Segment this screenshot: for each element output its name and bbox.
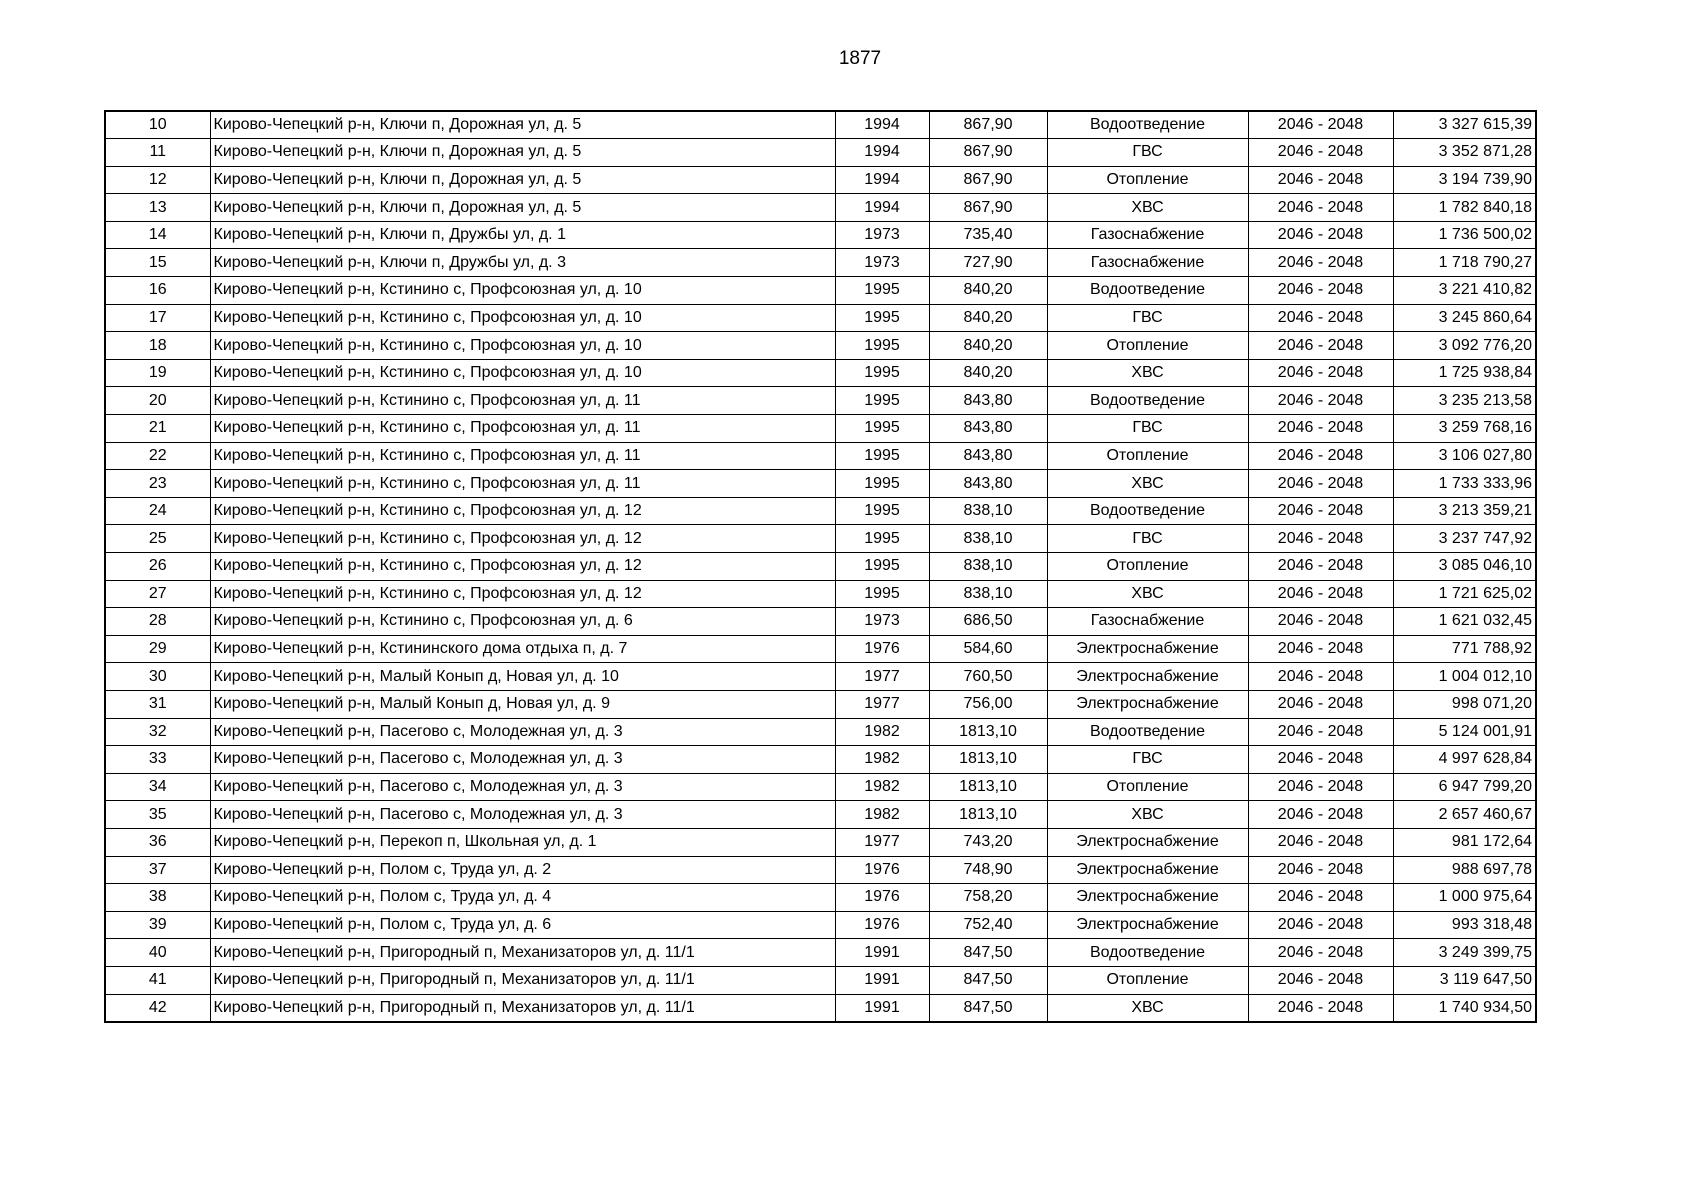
row-number-cell: 40 [105, 939, 210, 967]
address-cell: Кирово-Чепецкий р-н, Пасегово с, Молодежная ул, д. 3 [210, 718, 835, 746]
period-cell: 2046 - 2048 [1248, 387, 1393, 415]
period-cell: 2046 - 2048 [1248, 856, 1393, 884]
table-body [105, 111, 1536, 1022]
year-cell: 1995 [835, 442, 929, 470]
system-cell: Отопление [1047, 553, 1248, 581]
period-cell: 2046 - 2048 [1248, 608, 1393, 636]
row-number-cell: 21 [105, 415, 210, 443]
year-cell: 1991 [835, 939, 929, 967]
table-row [105, 277, 1536, 305]
cost-cell: 3 221 410,82 [1393, 277, 1536, 305]
year-cell: 1994 [835, 194, 929, 222]
area-cell: 1813,10 [929, 773, 1047, 801]
address-cell: Кирово-Чепецкий р-н, Кстинино с, Профсоюзная ул, д. 12 [210, 525, 835, 553]
table-row [105, 690, 1536, 718]
area-cell: 743,20 [929, 828, 1047, 856]
cost-cell: 1 004 012,10 [1393, 663, 1536, 691]
row-number-cell: 11 [105, 139, 210, 167]
cost-cell: 3 245 860,64 [1393, 304, 1536, 332]
address-cell: Кирово-Чепецкий р-н, Ключи п, Дорожная ул, д. 5 [210, 111, 835, 139]
system-cell: Электроснабжение [1047, 635, 1248, 663]
period-cell: 2046 - 2048 [1248, 166, 1393, 194]
area-cell: 867,90 [929, 166, 1047, 194]
area-cell: 758,20 [929, 884, 1047, 912]
system-cell: ХВС [1047, 194, 1248, 222]
table-row [105, 387, 1536, 415]
address-cell: Кирово-Чепецкий р-н, Пасегово с, Молодежная ул, д. 3 [210, 801, 835, 829]
cost-cell: 998 071,20 [1393, 690, 1536, 718]
address-cell: Кирово-Чепецкий р-н, Кстинино с, Профсоюзная ул, д. 10 [210, 332, 835, 360]
year-cell: 1995 [835, 580, 929, 608]
area-cell: 838,10 [929, 497, 1047, 525]
table-row [105, 718, 1536, 746]
area-cell: 843,80 [929, 415, 1047, 443]
area-cell: 727,90 [929, 249, 1047, 277]
system-cell: Водоотведение [1047, 718, 1248, 746]
period-cell: 2046 - 2048 [1248, 525, 1393, 553]
area-cell: 867,90 [929, 139, 1047, 167]
system-cell: Отопление [1047, 442, 1248, 470]
table-row [105, 828, 1536, 856]
cost-cell: 993 318,48 [1393, 911, 1536, 939]
area-cell: 752,40 [929, 911, 1047, 939]
year-cell: 1995 [835, 525, 929, 553]
table-row [105, 166, 1536, 194]
table-row [105, 359, 1536, 387]
area-cell: 748,90 [929, 856, 1047, 884]
year-cell: 1982 [835, 746, 929, 774]
table-row [105, 939, 1536, 967]
row-number-cell: 38 [105, 884, 210, 912]
table-row [105, 139, 1536, 167]
area-cell: 847,50 [929, 994, 1047, 1022]
repair-schedule-table [104, 110, 1537, 1023]
address-cell: Кирово-Чепецкий р-н, Малый Конып д, Новая ул, д. 10 [210, 663, 835, 691]
cost-cell: 1 725 938,84 [1393, 359, 1536, 387]
table-row [105, 966, 1536, 994]
system-cell: Газоснабжение [1047, 221, 1248, 249]
row-number-cell: 17 [105, 304, 210, 332]
year-cell: 1976 [835, 884, 929, 912]
address-cell: Кирово-Чепецкий р-н, Перекоп п, Школьная ул, д. 1 [210, 828, 835, 856]
area-cell: 756,00 [929, 690, 1047, 718]
year-cell: 1973 [835, 608, 929, 636]
system-cell: Отопление [1047, 966, 1248, 994]
system-cell: Электроснабжение [1047, 690, 1248, 718]
area-cell: 847,50 [929, 966, 1047, 994]
row-number-cell: 16 [105, 277, 210, 305]
period-cell: 2046 - 2048 [1248, 994, 1393, 1022]
address-cell: Кирово-Чепецкий р-н, Кстинино с, Профсоюзная ул, д. 12 [210, 580, 835, 608]
area-cell: 843,80 [929, 387, 1047, 415]
cost-cell: 3 085 046,10 [1393, 553, 1536, 581]
row-number-cell: 28 [105, 608, 210, 636]
table-row [105, 553, 1536, 581]
table-row [105, 304, 1536, 332]
year-cell: 1995 [835, 415, 929, 443]
table-row [105, 884, 1536, 912]
cost-cell: 3 213 359,21 [1393, 497, 1536, 525]
year-cell: 1976 [835, 635, 929, 663]
table-row [105, 249, 1536, 277]
period-cell: 2046 - 2048 [1248, 442, 1393, 470]
year-cell: 1995 [835, 497, 929, 525]
cost-cell: 1 000 975,64 [1393, 884, 1536, 912]
cost-cell: 3 237 747,92 [1393, 525, 1536, 553]
system-cell: ХВС [1047, 994, 1248, 1022]
address-cell: Кирово-Чепецкий р-н, Кстининского дома отдыха п, д. 7 [210, 635, 835, 663]
year-cell: 1991 [835, 994, 929, 1022]
system-cell: Электроснабжение [1047, 884, 1248, 912]
row-number-cell: 12 [105, 166, 210, 194]
address-cell: Кирово-Чепецкий р-н, Пригородный п, Механизаторов ул, д. 11/1 [210, 939, 835, 967]
cost-cell: 3 327 615,39 [1393, 111, 1536, 139]
table-row [105, 746, 1536, 774]
area-cell: 584,60 [929, 635, 1047, 663]
period-cell: 2046 - 2048 [1248, 911, 1393, 939]
period-cell: 2046 - 2048 [1248, 718, 1393, 746]
area-cell: 735,40 [929, 221, 1047, 249]
table-row [105, 442, 1536, 470]
address-cell: Кирово-Чепецкий р-н, Ключи п, Дорожная ул, д. 5 [210, 139, 835, 167]
area-cell: 686,50 [929, 608, 1047, 636]
table-row [105, 663, 1536, 691]
system-cell: Газоснабжение [1047, 249, 1248, 277]
year-cell: 1995 [835, 359, 929, 387]
row-number-cell: 24 [105, 497, 210, 525]
cost-cell: 1 733 333,96 [1393, 470, 1536, 498]
address-cell: Кирово-Чепецкий р-н, Пасегово с, Молодежная ул, д. 3 [210, 773, 835, 801]
row-number-cell: 29 [105, 635, 210, 663]
area-cell: 843,80 [929, 470, 1047, 498]
address-cell: Кирово-Чепецкий р-н, Пригородный п, Механизаторов ул, д. 11/1 [210, 994, 835, 1022]
period-cell: 2046 - 2048 [1248, 884, 1393, 912]
system-cell: Водоотведение [1047, 939, 1248, 967]
system-cell: Электроснабжение [1047, 828, 1248, 856]
row-number-cell: 20 [105, 387, 210, 415]
row-number-cell: 31 [105, 690, 210, 718]
row-number-cell: 25 [105, 525, 210, 553]
system-cell: ХВС [1047, 470, 1248, 498]
period-cell: 2046 - 2048 [1248, 359, 1393, 387]
cost-cell: 1 740 934,50 [1393, 994, 1536, 1022]
row-number-cell: 42 [105, 994, 210, 1022]
cost-cell: 3 259 768,16 [1393, 415, 1536, 443]
area-cell: 867,90 [929, 111, 1047, 139]
cost-cell: 1 782 840,18 [1393, 194, 1536, 222]
table-row [105, 580, 1536, 608]
address-cell: Кирово-Чепецкий р-н, Пригородный п, Механизаторов ул, д. 11/1 [210, 966, 835, 994]
address-cell: Кирово-Чепецкий р-н, Пасегово с, Молодежная ул, д. 3 [210, 746, 835, 774]
period-cell: 2046 - 2048 [1248, 277, 1393, 305]
area-cell: 838,10 [929, 580, 1047, 608]
cost-cell: 3 235 213,58 [1393, 387, 1536, 415]
row-number-cell: 22 [105, 442, 210, 470]
year-cell: 1991 [835, 966, 929, 994]
cost-cell: 5 124 001,91 [1393, 718, 1536, 746]
area-cell: 838,10 [929, 525, 1047, 553]
system-cell: ХВС [1047, 359, 1248, 387]
table-row [105, 801, 1536, 829]
address-cell: Кирово-Чепецкий р-н, Кстинино с, Профсоюзная ул, д. 10 [210, 304, 835, 332]
period-cell: 2046 - 2048 [1248, 304, 1393, 332]
year-cell: 1976 [835, 856, 929, 884]
year-cell: 1973 [835, 249, 929, 277]
address-cell: Кирово-Чепецкий р-н, Кстинино с, Профсоюзная ул, д. 12 [210, 553, 835, 581]
row-number-cell: 26 [105, 553, 210, 581]
row-number-cell: 35 [105, 801, 210, 829]
year-cell: 1995 [835, 332, 929, 360]
period-cell: 2046 - 2048 [1248, 194, 1393, 222]
cost-cell: 771 788,92 [1393, 635, 1536, 663]
system-cell: ГВС [1047, 525, 1248, 553]
year-cell: 1982 [835, 801, 929, 829]
year-cell: 1977 [835, 663, 929, 691]
cost-cell: 3 092 776,20 [1393, 332, 1536, 360]
area-cell: 1813,10 [929, 801, 1047, 829]
year-cell: 1977 [835, 828, 929, 856]
area-cell: 847,50 [929, 939, 1047, 967]
area-cell: 838,10 [929, 553, 1047, 581]
system-cell: Водоотведение [1047, 387, 1248, 415]
period-cell: 2046 - 2048 [1248, 497, 1393, 525]
row-number-cell: 32 [105, 718, 210, 746]
year-cell: 1994 [835, 139, 929, 167]
address-cell: Кирово-Чепецкий р-н, Полом с, Труда ул, д. 2 [210, 856, 835, 884]
address-cell: Кирово-Чепецкий р-н, Кстинино с, Профсоюзная ул, д. 10 [210, 277, 835, 305]
period-cell: 2046 - 2048 [1248, 332, 1393, 360]
area-cell: 1813,10 [929, 746, 1047, 774]
period-cell: 2046 - 2048 [1248, 663, 1393, 691]
address-cell: Кирово-Чепецкий р-н, Кстинино с, Профсоюзная ул, д. 11 [210, 470, 835, 498]
year-cell: 1973 [835, 221, 929, 249]
cost-cell: 1 721 625,02 [1393, 580, 1536, 608]
row-number-cell: 18 [105, 332, 210, 360]
table-row [105, 221, 1536, 249]
system-cell: ГВС [1047, 139, 1248, 167]
cost-cell: 6 947 799,20 [1393, 773, 1536, 801]
table-row [105, 415, 1536, 443]
row-number-cell: 36 [105, 828, 210, 856]
row-number-cell: 27 [105, 580, 210, 608]
row-number-cell: 33 [105, 746, 210, 774]
cost-cell: 981 172,64 [1393, 828, 1536, 856]
page-number: 1877 [838, 48, 882, 69]
period-cell: 2046 - 2048 [1248, 580, 1393, 608]
period-cell: 2046 - 2048 [1248, 635, 1393, 663]
period-cell: 2046 - 2048 [1248, 111, 1393, 139]
address-cell: Кирово-Чепецкий р-н, Малый Конып д, Новая ул, д. 9 [210, 690, 835, 718]
year-cell: 1982 [835, 773, 929, 801]
row-number-cell: 14 [105, 221, 210, 249]
year-cell: 1994 [835, 111, 929, 139]
system-cell: ХВС [1047, 580, 1248, 608]
area-cell: 840,20 [929, 277, 1047, 305]
period-cell: 2046 - 2048 [1248, 139, 1393, 167]
cost-cell: 1 621 032,45 [1393, 608, 1536, 636]
system-cell: Электроснабжение [1047, 856, 1248, 884]
year-cell: 1994 [835, 166, 929, 194]
table-row [105, 911, 1536, 939]
table-row [105, 111, 1536, 139]
address-cell: Кирово-Чепецкий р-н, Полом с, Труда ул, д. 6 [210, 911, 835, 939]
system-cell: Водоотведение [1047, 277, 1248, 305]
area-cell: 840,20 [929, 359, 1047, 387]
system-cell: ХВС [1047, 801, 1248, 829]
system-cell: ГВС [1047, 415, 1248, 443]
area-cell: 840,20 [929, 332, 1047, 360]
address-cell: Кирово-Чепецкий р-н, Кстинино с, Профсоюзная ул, д. 11 [210, 387, 835, 415]
year-cell: 1977 [835, 690, 929, 718]
period-cell: 2046 - 2048 [1248, 773, 1393, 801]
system-cell: Отопление [1047, 332, 1248, 360]
period-cell: 2046 - 2048 [1248, 553, 1393, 581]
system-cell: Водоотведение [1047, 497, 1248, 525]
row-number-cell: 10 [105, 111, 210, 139]
address-cell: Кирово-Чепецкий р-н, Ключи п, Дорожная ул, д. 5 [210, 194, 835, 222]
row-number-cell: 34 [105, 773, 210, 801]
table-row [105, 635, 1536, 663]
year-cell: 1995 [835, 553, 929, 581]
year-cell: 1995 [835, 304, 929, 332]
row-number-cell: 19 [105, 359, 210, 387]
cost-cell: 1 736 500,02 [1393, 221, 1536, 249]
table-row [105, 856, 1536, 884]
period-cell: 2046 - 2048 [1248, 966, 1393, 994]
cost-cell: 3 194 739,90 [1393, 166, 1536, 194]
period-cell: 2046 - 2048 [1248, 221, 1393, 249]
address-cell: Кирово-Чепецкий р-н, Кстинино с, Профсоюзная ул, д. 12 [210, 497, 835, 525]
system-cell: Газоснабжение [1047, 608, 1248, 636]
period-cell: 2046 - 2048 [1248, 249, 1393, 277]
cost-cell: 988 697,78 [1393, 856, 1536, 884]
row-number-cell: 41 [105, 966, 210, 994]
row-number-cell: 39 [105, 911, 210, 939]
system-cell: Электроснабжение [1047, 663, 1248, 691]
cost-cell: 4 997 628,84 [1393, 746, 1536, 774]
period-cell: 2046 - 2048 [1248, 828, 1393, 856]
address-cell: Кирово-Чепецкий р-н, Ключи п, Дружбы ул, д. 1 [210, 221, 835, 249]
area-cell: 1813,10 [929, 718, 1047, 746]
system-cell: Отопление [1047, 773, 1248, 801]
cost-cell: 2 657 460,67 [1393, 801, 1536, 829]
period-cell: 2046 - 2048 [1248, 939, 1393, 967]
period-cell: 2046 - 2048 [1248, 415, 1393, 443]
cost-cell: 3 106 027,80 [1393, 442, 1536, 470]
address-cell: Кирово-Чепецкий р-н, Ключи п, Дорожная ул, д. 5 [210, 166, 835, 194]
year-cell: 1995 [835, 470, 929, 498]
table-row [105, 332, 1536, 360]
table-row [105, 525, 1536, 553]
row-number-cell: 30 [105, 663, 210, 691]
period-cell: 2046 - 2048 [1248, 470, 1393, 498]
system-cell: ГВС [1047, 304, 1248, 332]
system-cell: Электроснабжение [1047, 911, 1248, 939]
year-cell: 1995 [835, 387, 929, 415]
system-cell: Водоотведение [1047, 111, 1248, 139]
year-cell: 1982 [835, 718, 929, 746]
table-row [105, 194, 1536, 222]
cost-cell: 1 718 790,27 [1393, 249, 1536, 277]
area-cell: 840,20 [929, 304, 1047, 332]
cost-cell: 3 119 647,50 [1393, 966, 1536, 994]
table-row [105, 994, 1536, 1022]
address-cell: Кирово-Чепецкий р-н, Кстинино с, Профсоюзная ул, д. 10 [210, 359, 835, 387]
table-row [105, 773, 1536, 801]
table-row [105, 608, 1536, 636]
address-cell: Кирово-Чепецкий р-н, Кстинино с, Профсоюзная ул, д. 6 [210, 608, 835, 636]
table-row [105, 497, 1536, 525]
area-cell: 760,50 [929, 663, 1047, 691]
period-cell: 2046 - 2048 [1248, 746, 1393, 774]
area-cell: 867,90 [929, 194, 1047, 222]
system-cell: Отопление [1047, 166, 1248, 194]
year-cell: 1995 [835, 277, 929, 305]
table-row [105, 470, 1536, 498]
address-cell: Кирово-Чепецкий р-н, Полом с, Труда ул, д. 4 [210, 884, 835, 912]
year-cell: 1976 [835, 911, 929, 939]
area-cell: 843,80 [929, 442, 1047, 470]
row-number-cell: 15 [105, 249, 210, 277]
cost-cell: 3 352 871,28 [1393, 139, 1536, 167]
row-number-cell: 23 [105, 470, 210, 498]
address-cell: Кирово-Чепецкий р-н, Кстинино с, Профсоюзная ул, д. 11 [210, 415, 835, 443]
system-cell: ГВС [1047, 746, 1248, 774]
cost-cell: 3 249 399,75 [1393, 939, 1536, 967]
period-cell: 2046 - 2048 [1248, 690, 1393, 718]
address-cell: Кирово-Чепецкий р-н, Ключи п, Дружбы ул, д. 3 [210, 249, 835, 277]
row-number-cell: 37 [105, 856, 210, 884]
row-number-cell: 13 [105, 194, 210, 222]
period-cell: 2046 - 2048 [1248, 801, 1393, 829]
address-cell: Кирово-Чепецкий р-н, Кстинино с, Профсоюзная ул, д. 11 [210, 442, 835, 470]
